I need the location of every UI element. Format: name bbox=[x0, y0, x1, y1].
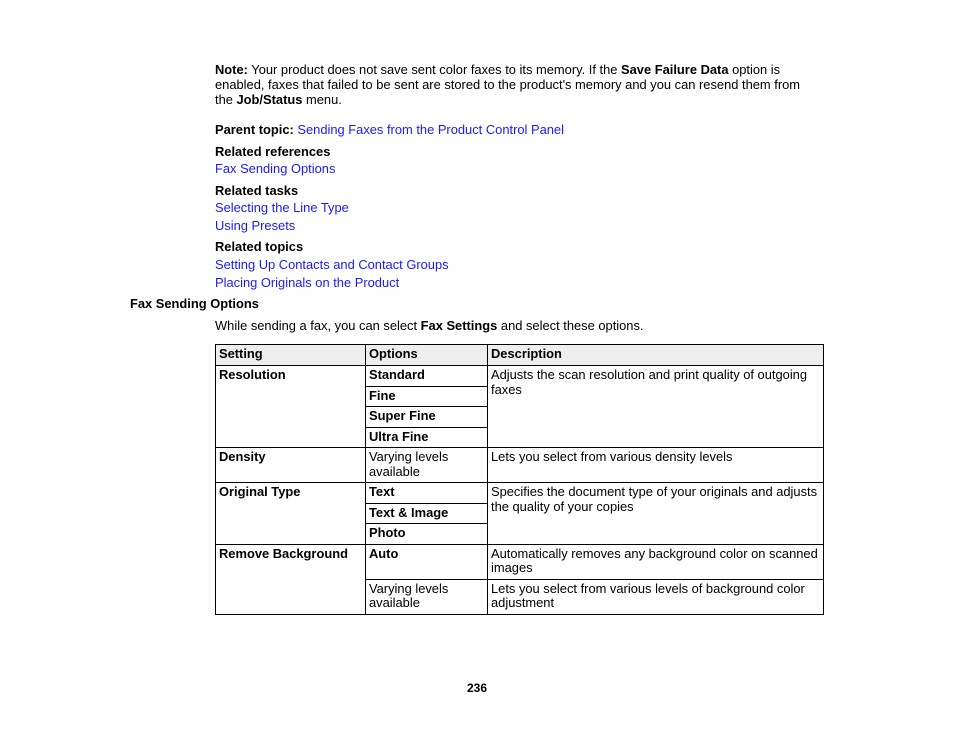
related-tasks-heading: Related tasks bbox=[215, 183, 299, 198]
option-cell: Fine bbox=[366, 386, 488, 407]
header-description: Description bbox=[488, 345, 824, 366]
setting-cell: Density bbox=[216, 448, 366, 483]
page-number: 236 bbox=[466, 681, 488, 695]
link-using-presets[interactable]: Using Presets bbox=[215, 218, 296, 233]
description-cell: Lets you select from various levels of background color adjustment bbox=[488, 579, 824, 614]
note-text-2: option is enabled, faxes that failed to be sent are stored to the product's memory and you can resend them from the bbox=[215, 62, 801, 107]
link-setting-up-contacts[interactable]: Setting Up Contacts and Contact Groups bbox=[215, 257, 449, 272]
parent-topic-link[interactable]: Sending Faxes from the Product Control Panel bbox=[297, 122, 564, 137]
option-cell: Text bbox=[366, 483, 488, 504]
option-cell: Auto bbox=[366, 544, 488, 579]
related-topics-heading: Related topics bbox=[215, 239, 304, 254]
parent-topic-label: Parent topic: bbox=[215, 122, 294, 137]
table-row bbox=[216, 544, 824, 579]
table-row bbox=[216, 483, 824, 504]
note-bold-job-status: Job/Status bbox=[236, 92, 303, 107]
note-text-3: menu. bbox=[302, 92, 342, 107]
option-cell: Text & Image bbox=[366, 503, 488, 524]
option-cell: Super Fine bbox=[366, 407, 488, 428]
option-cell: Varying levels available bbox=[366, 448, 488, 483]
related-references-heading: Related references bbox=[215, 144, 331, 159]
note-bold-save-failure: Save Failure Data bbox=[621, 62, 729, 77]
note-paragraph bbox=[215, 62, 815, 107]
option-cell: Ultra Fine bbox=[366, 427, 488, 448]
setting-cell: Original Type bbox=[216, 483, 366, 545]
description-cell: Automatically removes any background color on scanned images bbox=[488, 544, 824, 579]
section-intro bbox=[215, 318, 644, 333]
header-options: Options bbox=[366, 345, 488, 366]
table-row bbox=[216, 448, 824, 483]
setting-cell: Remove Background bbox=[216, 544, 366, 614]
description-cell: Lets you select from various density levels bbox=[488, 448, 824, 483]
description-cell: Specifies the document type of your originals and adjusts the quality of your copies bbox=[488, 483, 824, 545]
section-title: Fax Sending Options bbox=[130, 296, 259, 311]
intro-text-2: and select these options. bbox=[497, 318, 644, 333]
fax-sending-options-table bbox=[215, 344, 824, 615]
option-cell: Varying levels available bbox=[366, 579, 488, 614]
note-text-1: Your product does not save sent color faxes to its memory. If the bbox=[247, 62, 622, 77]
table-row bbox=[216, 366, 824, 387]
setting-cell: Resolution bbox=[216, 366, 366, 448]
option-cell: Photo bbox=[366, 524, 488, 545]
table-header-row bbox=[216, 345, 824, 366]
link-fax-sending-options[interactable]: Fax Sending Options bbox=[215, 161, 336, 176]
link-placing-originals[interactable]: Placing Originals on the Product bbox=[215, 275, 400, 290]
parent-topic-line bbox=[215, 122, 564, 137]
header-setting: Setting bbox=[216, 345, 366, 366]
note-label: Note: bbox=[215, 62, 248, 77]
description-cell: Adjusts the scan resolution and print quality of outgoing faxes bbox=[488, 366, 824, 448]
option-cell: Standard bbox=[366, 366, 488, 387]
intro-text-1: While sending a fax, you can select bbox=[215, 318, 421, 333]
link-selecting-line-type[interactable]: Selecting the Line Type bbox=[215, 200, 349, 215]
intro-bold-fax-settings: Fax Settings bbox=[420, 318, 498, 333]
